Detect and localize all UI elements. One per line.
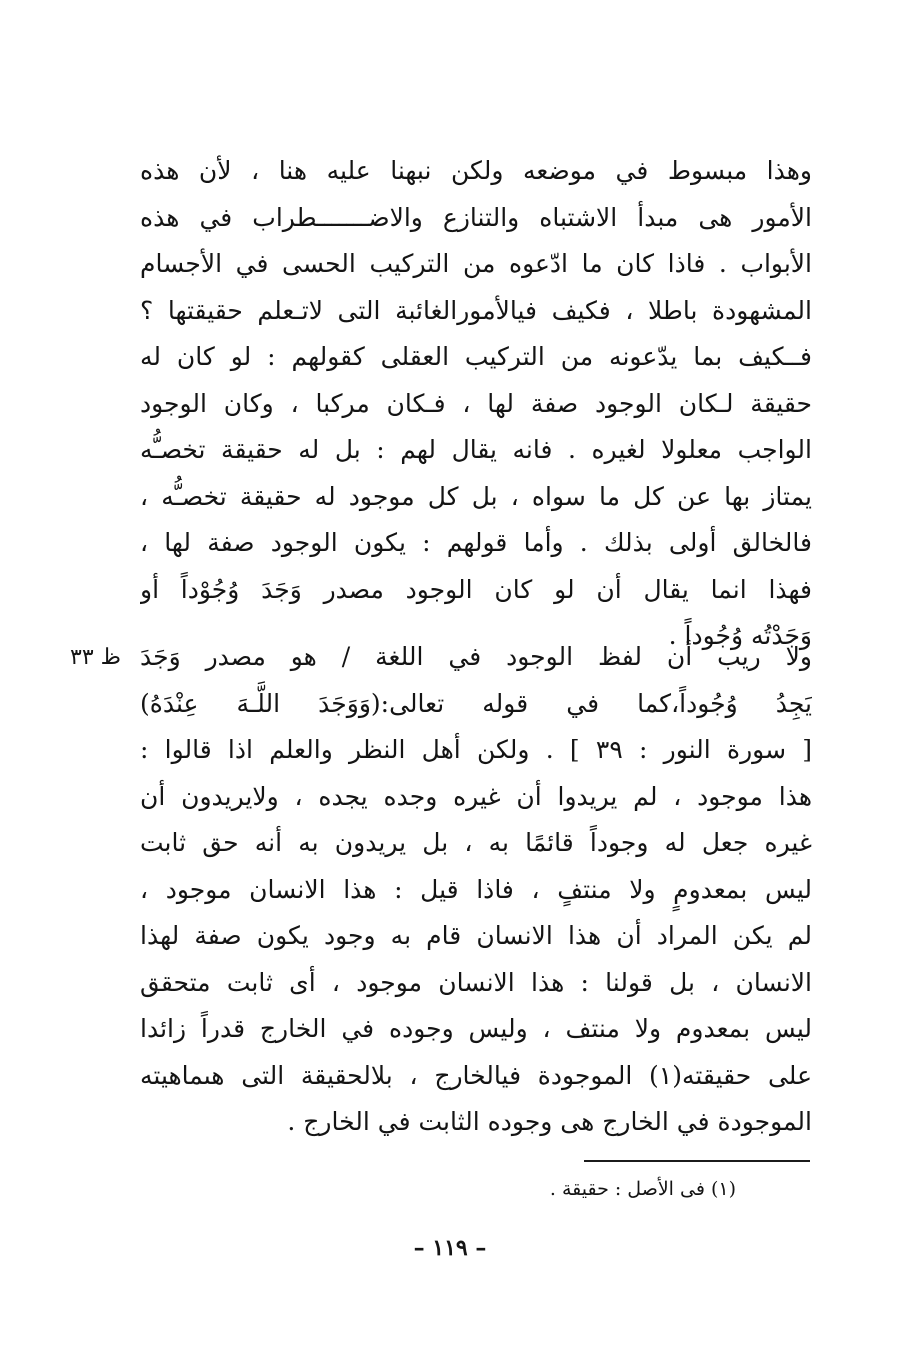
text-line: على حقيقته(١) الموجودة فيالخارج ، بلالحقيقة التى هىماهيته	[140, 1060, 812, 1090]
text-line: الواجب معلولا لغيره . فانه يقال لهم : بل له حقيقة تخصـُّه	[140, 435, 812, 464]
text-line: الموجودة في الخارج هى وجوده الثابت في الخارج .	[287, 1107, 812, 1136]
text-line: ولا ريب أن لفظ الوجود في اللغة / هو مصدر وَجَدَ	[140, 642, 812, 671]
text-line: غيره جعل له وجوداً قائمًا به ، بل يريدون به أنه حق ثابت	[140, 828, 812, 857]
footnote: (١) فى الأصل : حقيقة .	[549, 1178, 736, 1200]
text-line: فالخالق أولى بذلك . وأما قولهم : يكون الوجود صفة لها ،	[140, 528, 812, 557]
text-line: الأمور هى مبدأ الاشتباه والتنازع والاضـــــــطراب في هذه	[140, 202, 812, 232]
text-line: ليس بمعدوم ولا منتف ، وليس وجوده في الخارج قدراً زائدا	[140, 1014, 812, 1043]
text-line: فــكيف بما يدّعونه من التركيب العقلى كقولهم : لو كان له	[140, 342, 812, 371]
manuscript-folio-note: ظ ٣٣	[70, 645, 121, 670]
text-line: المشهودة باطلا ، فكيف فيالأمورالغائبة التى لاتـعلم حقيقتها ؟	[140, 295, 812, 325]
page-number: – ١١٩ –	[413, 1235, 487, 1261]
footnote-divider	[584, 1160, 810, 1162]
text-line: الأبواب . فاذا كان ما ادّعوه من التركيب الحسى في الأجسام	[140, 249, 812, 278]
text-line: وَجَدْتُه وُجُوداً .	[668, 621, 812, 650]
text-line: ليس بمعدومٍ ولا منتفٍ ، فاذا قيل : هذا الانسان موجود ،	[140, 874, 812, 904]
paragraph-2	[140, 634, 812, 1146]
text-line: الانسان ، بل قولنا : هذا الانسان موجود ، أى ثابت متحقق	[140, 967, 812, 997]
text-line: يمتاز بها عن كل ما سواه ، بل كل موجود له حقيقة تخصـُّه ،	[140, 481, 812, 511]
text-line: لم يكن المراد أن هذا الانسان قام به وجود يكون صفة لهذا	[140, 921, 812, 950]
text-line: حقيقة لـكان الوجود صفة لها ، فـكان مركبا ، وكان الوجود	[140, 388, 812, 418]
text-line: وهذا مبسوط في موضعه ولكن نبهنا عليه هنا ، لأن هذه	[140, 156, 812, 185]
text-line: فهذا انما يقال أن لو كان الوجود مصدر وَجَدَ وُجُوْداً أو	[140, 574, 812, 604]
paragraph-1	[140, 148, 812, 660]
text-line: هذا موجود ، لم يريدوا أن غيره وجده يجده ، ولايريدون أن	[140, 781, 812, 811]
text-line: يَجِدُ وُجُوداً،كما في قوله تعالى:(وَوَجَدَ اللَّـهَ عِنْدَهُ)	[140, 688, 812, 718]
text-line: [ سورة النور : ٣٩ ] . ولكن أهل النظر والعلم اذا قالوا :	[140, 735, 812, 764]
